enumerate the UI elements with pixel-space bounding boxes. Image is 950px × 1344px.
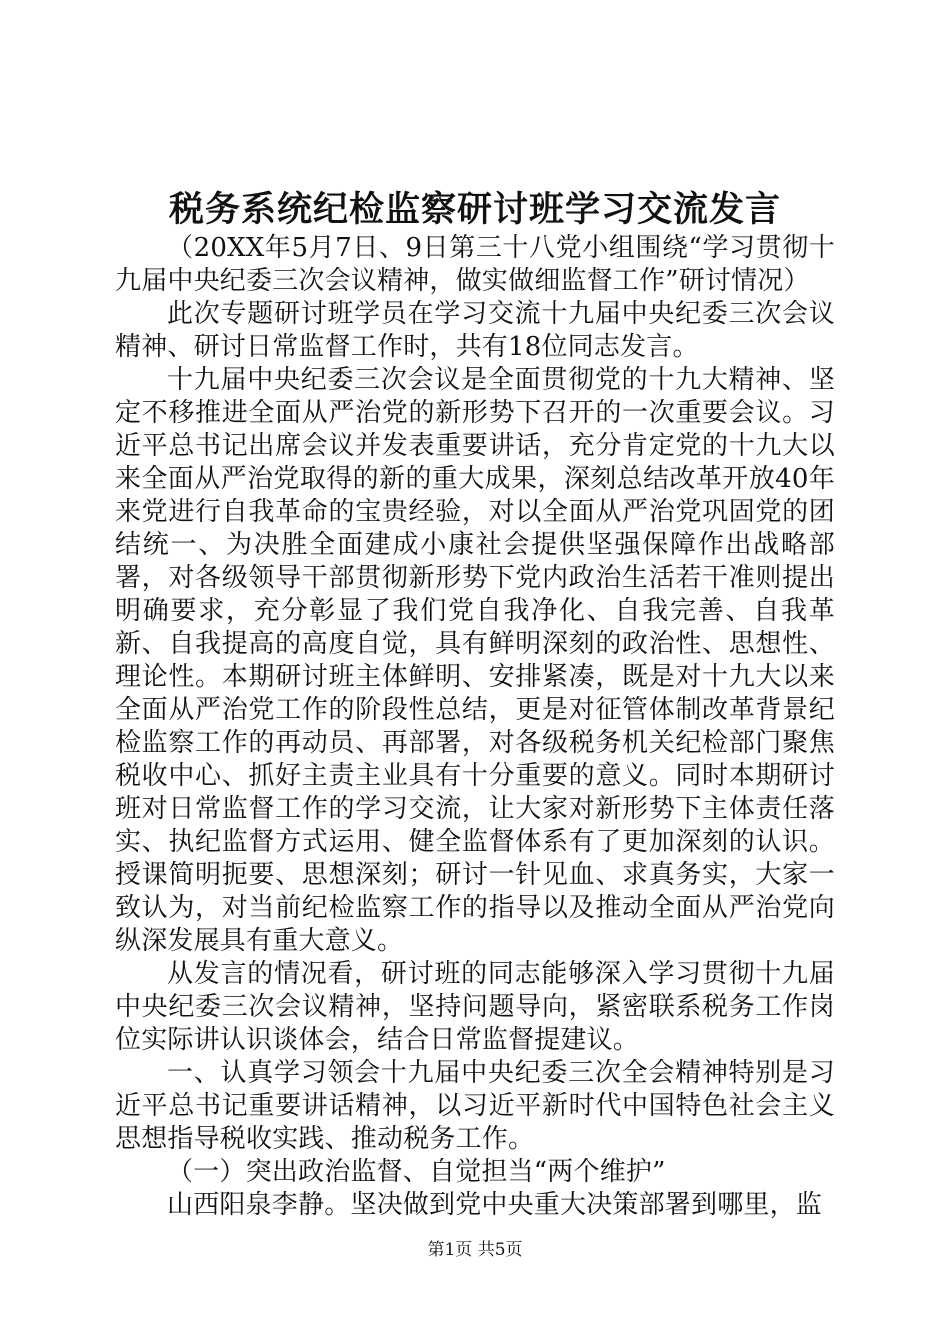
document-body: [115, 232, 835, 1222]
paragraph: （20XX年5月7日、9日第三十八党小组围绕“学习贯彻十九届中央纪委三次会议精神，做实做细监督工作”研讨情况）: [115, 233, 835, 296]
paragraph: 此次专题研讨班学员在学习交流十九届中央纪委三次会议精神、研讨日常监督工作时，共有18位同志发言。: [115, 299, 835, 362]
paragraph: 十九届中央纪委三次会议是全面贯彻党的十九大精神、坚定不移推进全面从严治党的新形势下召开的一次重要会议。习近平总书记出席会议并发表重要讲话，充分肯定党的十九大以来全面从严治党取得的新的重大成果，深刻总结改革开放40年来党进行自我革命的宝贵经验，对以全面从严治党巩固党的团结统一、为决胜全面建成小康社会提供坚强保障作出战略部署，对各级领导干部贯彻新形势下党内政治生活若干准则提出明确要求，充分彰显了我们党自我净化、自我完善、自我革新、自我提高的高度自觉，具有鲜明深刻的政治性、思想性、理论性。本期研讨班主体鲜明、安排紧凑，既是对十九大以来全面从严治党工作的阶段性总结，更是对征管体制改革背景纪检监察工作的再动员、再部署，对各级税务机关纪检部门聚焦税收中心、抓好主责主业具有十分重要的意义。同时本期研讨班对日常监督工作的学习交流，让大家对新形势下主体责任落实、执纪监督方式运用、健全监督体系有了更加深刻的认识。授课简明扼要、思想深刻；研讨一针见血、求真务实，大家一致认为，对当前纪检监察工作的指导以及推动全面从严治党向纵深发展具有重大意义。: [115, 365, 835, 956]
paragraph: 从发言的情况看，研讨班的同志能够深入学习贯彻十九届中央纪委三次会议精神，坚持问题导向，紧密联系税务工作岗位实际讲认识谈体会，结合日常监督提建议。: [115, 959, 835, 1055]
paragraph: （一）突出政治监督、自觉担当“两个维护”: [167, 1157, 666, 1187]
page-footer: 第1页 共5页: [427, 1240, 523, 1260]
paragraph: 一、认真学习领会十九届中央纪委三次全会精神特别是习近平总书记重要讲话精神，以习近平新时代中国特色社会主义思想指导税收实践、推动税务工作。: [115, 1058, 835, 1154]
document-title: 税务系统纪检监察研讨班学习交流发言: [168, 189, 781, 230]
paragraph: 山西阳泉李静。坚决做到党中央重大决策部署到哪里，监: [167, 1190, 823, 1220]
